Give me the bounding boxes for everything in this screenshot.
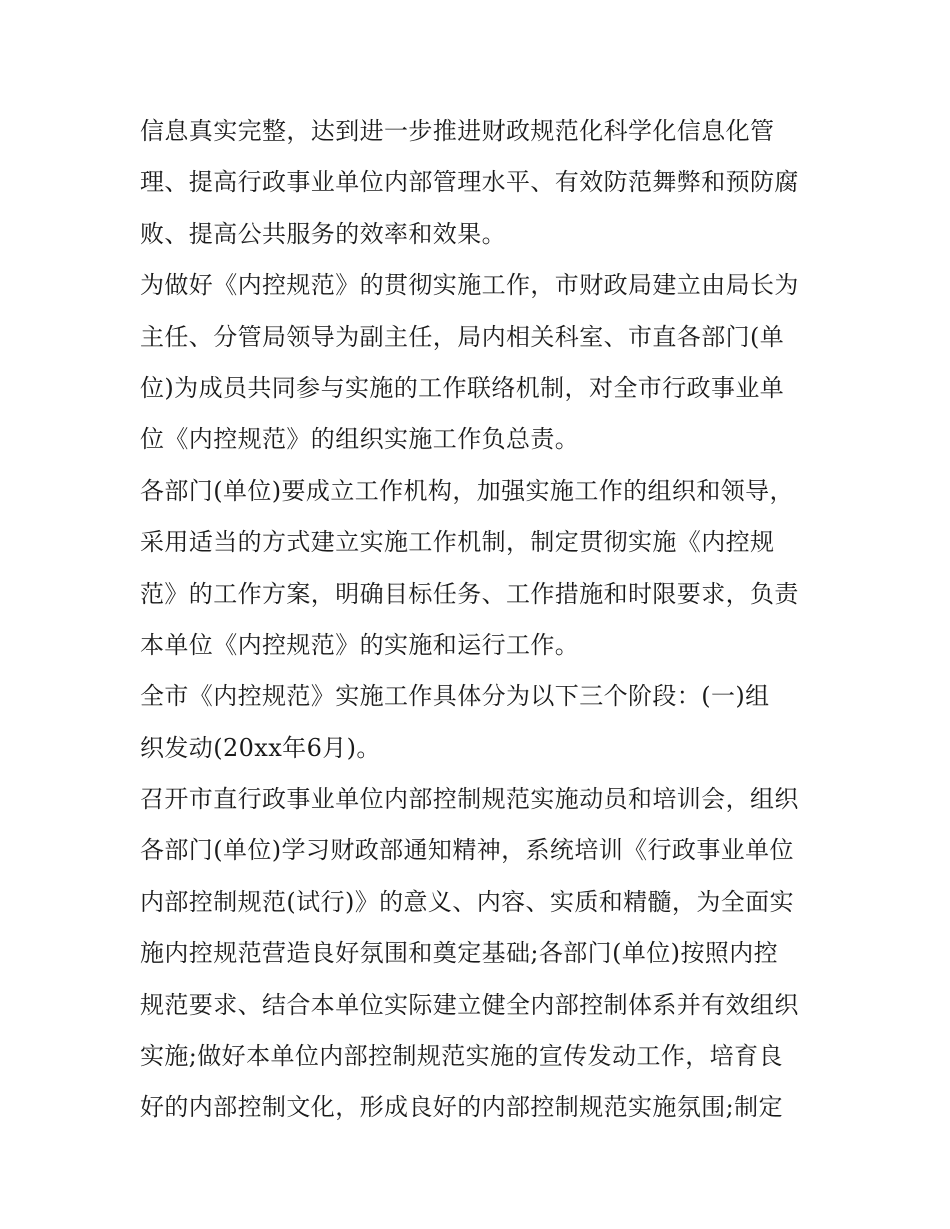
text-line: 信息真实完整，达到进一步推进财政规范化科学化信息化管	[140, 117, 775, 145]
text-line: 主任、分管局领导为副主任，局内相关科室、市直各部门(单	[140, 322, 785, 351]
text-line: 召开市直行政事业单位内部控制规范实施动员和培训会，组织	[140, 785, 799, 814]
text-line: 施内控规范营造良好氛围和奠定基础;各部门(单位)按照内控	[140, 939, 779, 968]
text-line: 全市《内控规范》实施工作具体分为以下三个阶段：(一)组	[140, 682, 770, 711]
text-line: 各部门(单位)要成立工作机构，加强实施工作的组织和领导，	[140, 476, 794, 505]
text-line: 本单位《内控规范》的实施和运行工作。	[140, 630, 580, 659]
text-line: 实施;做好本单位内部控制规范实施的宣传发动工作，培育良	[140, 1042, 783, 1071]
text-line: 规范要求、结合本单位实际建立健全内部控制体系并有效组织	[140, 990, 799, 1019]
text-line: 范》的工作方案，明确目标任务、工作措施和时限要求，负责	[140, 579, 799, 608]
text-line: 位《内控规范》的组织实施工作负总责。	[140, 425, 580, 454]
text-line: 败、提高公共服务的效率和效果。	[140, 219, 506, 248]
text-line: 位)为成员共同参与实施的工作联络机制，对全市行政事业单	[140, 373, 785, 402]
text-line: 采用适当的方式建立实施工作机制，制定贯彻实施《内控规	[140, 528, 775, 557]
document-body	[140, 106, 820, 1134]
text-line: 理、提高行政事业单位内部管理水平、有效防范舞弊和预防腐	[140, 168, 799, 197]
text-line: 各部门(单位)学习财政部通知精神，系统培训《行政事业单位	[140, 836, 794, 865]
text-line: 为做好《内控规范》的贯彻实施工作，市财政局建立由局长为	[140, 271, 799, 300]
text-line: 内部控制规范(试行)》的意义、内容、实质和精髓，为全面实	[140, 887, 794, 916]
text-line: 好的内部控制文化，形成良好的内部控制规范实施氛围;制定	[140, 1093, 783, 1122]
text-line: 织发动(20xx年6月)。	[140, 733, 381, 762]
